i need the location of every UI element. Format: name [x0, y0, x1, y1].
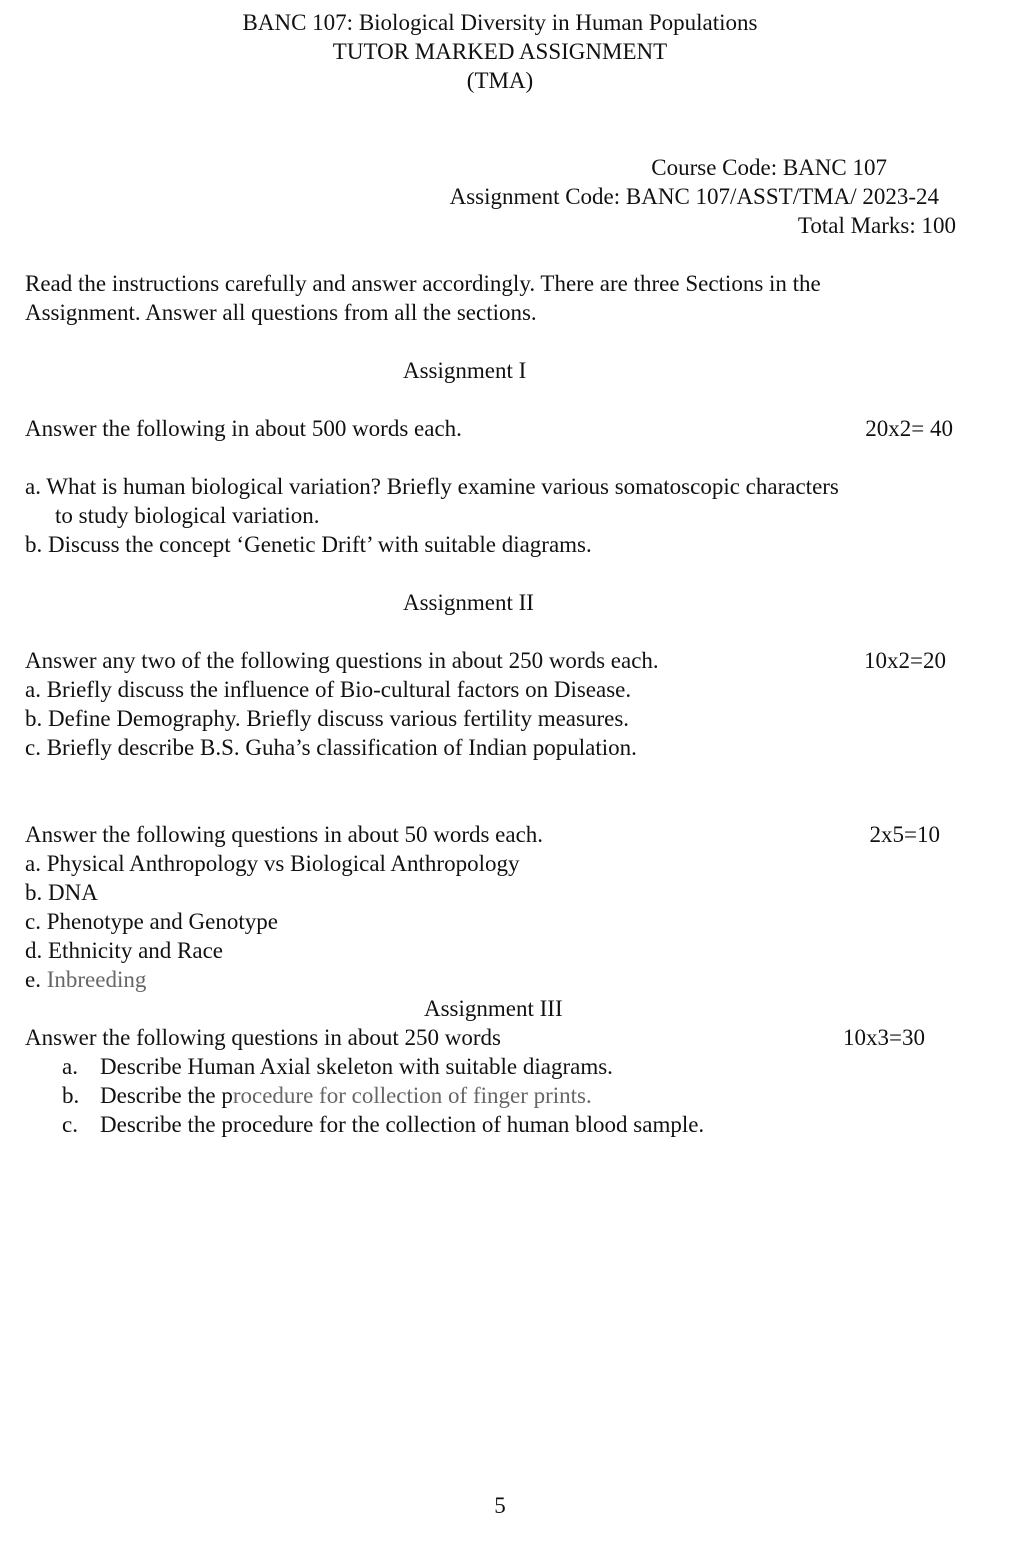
assignment-1-marks: 20x2= 40	[865, 416, 953, 441]
instructions-line-2: Assignment. Answer all questions from all the sections.	[25, 300, 537, 325]
page-number: 5	[494, 1493, 506, 1518]
assignment-2-part-1-instruction: Answer any two of the following questions in about 250 words each.	[25, 648, 659, 673]
assignment-1-question-a-cont: to study biological variation.	[55, 503, 320, 528]
question-b-text-dark: Describe the p	[100, 1083, 233, 1108]
assignment-3-question-b-marker: b.	[62, 1083, 80, 1108]
assignment-3-question-a-marker: a.	[62, 1054, 78, 1079]
assignment-2-part-1-marks: 10x2=20	[864, 648, 946, 673]
total-marks: Total Marks: 100	[797, 213, 956, 238]
course-title: BANC 107: Biological Diversity in Human Populations	[242, 10, 758, 35]
assignment-1-heading: Assignment I	[403, 358, 527, 383]
question-e-text: Inbreeding	[40, 967, 147, 992]
assignment-2-part-1-question: c. Briefly describe B.S. Guha’s classification of Indian population.	[25, 735, 637, 760]
question-b-text-gray: rocedure for collection of finger prints.	[232, 1083, 592, 1108]
assignment-2-part-2-question: b. DNA	[25, 880, 98, 905]
assignment-1-question-a: a. What is human biological variation? Briefly examine various somatoscopic characters	[25, 474, 839, 499]
assignment-3-instruction: Answer the following questions in about 250 words	[25, 1025, 501, 1050]
assignment-3-question-c-marker: c.	[62, 1112, 78, 1137]
assignment-2-part-2-question: a. Physical Anthropology vs Biological Anthropology	[25, 851, 520, 876]
assignment-2-part-2-question-e	[25, 966, 146, 994]
assignment-2-part-2-question: d. Ethnicity and Race	[25, 938, 223, 963]
assignment-2-part-1-question: b. Define Demography. Briefly discuss various fertility measures.	[25, 706, 630, 731]
assignment-code: Assignment Code: BANC 107/ASST/TMA/ 2023-24	[449, 184, 939, 209]
assignment-2-part-2-question: c. Phenotype and Genotype	[25, 909, 278, 934]
assignment-3-question-b	[100, 1082, 592, 1110]
assignment-3-marks: 10x3=30	[843, 1025, 925, 1050]
assignment-1-question-b: b. Discuss the concept ‘Genetic Drift’ with suitable diagrams.	[25, 532, 592, 557]
assignment-2-part-2-marks: 2x5=10	[869, 822, 940, 847]
instructions-line-1: Read the instructions carefully and answer accordingly. There are three Sections in the	[25, 271, 821, 296]
assignment-type-title: TUTOR MARKED ASSIGNMENT	[332, 39, 668, 64]
assignment-3-question-a: Describe Human Axial skeleton with suitable diagrams.	[100, 1054, 613, 1079]
assignment-3-question-c: Describe the procedure for the collection of human blood sample.	[100, 1112, 705, 1137]
question-e-marker: e.	[25, 967, 41, 992]
assignment-abbreviation: (TMA)	[466, 68, 534, 93]
assignment-2-part-1-question: a. Briefly discuss the influence of Bio-cultural factors on Disease.	[25, 677, 632, 702]
assignment-1-instruction: Answer the following in about 500 words each.	[25, 416, 462, 441]
assignment-2-part-2-instruction: Answer the following questions in about 50 words each.	[25, 822, 544, 847]
assignment-3-heading: Assignment III	[424, 996, 563, 1021]
course-code: Course Code: BANC 107	[651, 155, 887, 180]
assignment-2-heading: Assignment II	[403, 590, 534, 615]
